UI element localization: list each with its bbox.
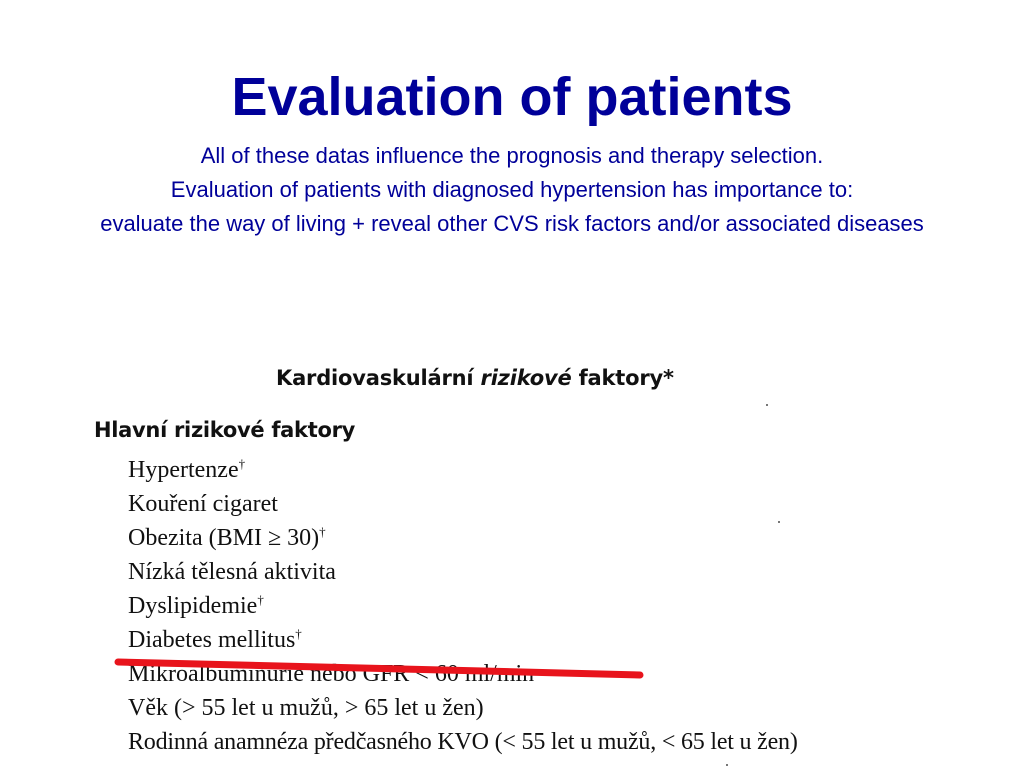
- risk-factor-item: [128, 487, 798, 521]
- table-title: [276, 366, 674, 390]
- risk-factor-text: Hypertenze: [128, 457, 239, 483]
- risk-factor-text: Kouření cigaret: [128, 491, 278, 517]
- table-title-part: Kardiovaskulární: [276, 366, 481, 390]
- risk-factor-text: Rodinná anamnéza předčasného KVO (< 55 let u mužů, < 65 let u žen): [128, 729, 798, 755]
- risk-factor-item: [128, 521, 798, 555]
- risk-factor-text: Mikroalbuminurie nebo GFR < 60 ml/min: [128, 661, 535, 687]
- risk-factor-item: [128, 725, 798, 759]
- risk-factor-item: [128, 555, 798, 589]
- table-title-part: rizikové: [480, 366, 572, 390]
- scan-speck: [726, 764, 728, 766]
- risk-factor-item: [128, 589, 798, 623]
- slide-title: Evaluation of patients: [231, 67, 793, 127]
- risk-factor-text: Diabetes mellitus: [128, 627, 296, 653]
- scan-speck: [778, 521, 780, 523]
- footnote-mark: †: [238, 456, 246, 471]
- scanned-risk-factor-table: [0, 355, 1024, 768]
- footnote-mark: †: [257, 592, 264, 607]
- group-heading: Hlavní rizikové faktory: [94, 418, 356, 442]
- table-title-part: faktory*: [571, 366, 674, 390]
- risk-factor-text: Obezita (BMI ≥ 30): [128, 525, 320, 551]
- footnote-mark: †: [319, 524, 326, 539]
- footnote-mark: †: [295, 626, 302, 641]
- risk-factor-text: Nízká tělesná aktivita: [128, 559, 336, 585]
- intro-line: All of these datas influence the prognosis and therapy selection.: [200, 143, 824, 168]
- intro-text: [40, 143, 984, 245]
- intro-line: evaluate the way of living + reveal other CVS risk factors and/or associated diseases: [100, 211, 924, 236]
- intro-line: Evaluation of patients with diagnosed hypertension has importance to:: [170, 177, 854, 202]
- scan-speck: [766, 404, 768, 406]
- risk-factor-item-struck: [128, 657, 798, 691]
- risk-factor-item: [128, 691, 798, 725]
- risk-factor-text: Věk (> 55 let u mužů, > 65 let u žen): [128, 695, 484, 721]
- risk-factor-item: [128, 623, 798, 657]
- risk-factor-item: [128, 453, 798, 487]
- risk-factor-text: Dyslipidemie: [128, 593, 258, 619]
- risk-factor-list: [128, 453, 798, 759]
